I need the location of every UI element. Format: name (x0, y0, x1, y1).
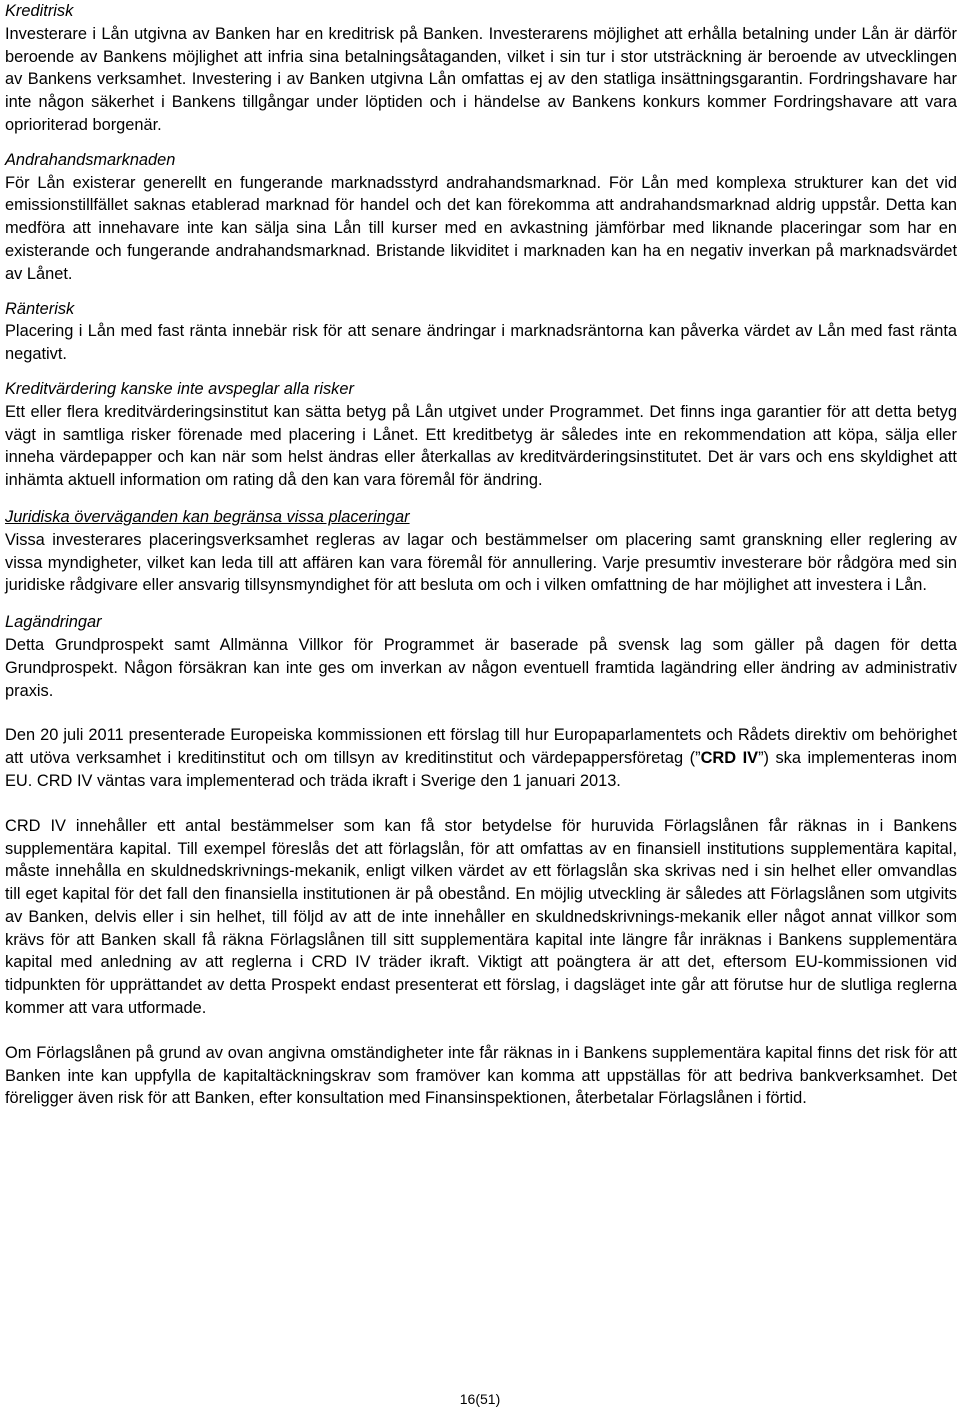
crd-text-after: ”) ska implementeras inom EU. CRD IV väntas vara implementerad och träda ikraft i Sverige den 1 januari 2013. (5, 749, 957, 790)
heading-juridiska: Juridiska överväganden kan begränsa vissa placeringar (5, 507, 410, 526)
paragraph-kreditvardering: Ett eller flera kreditvärderingsinstitut kan sätta betyg på Lån utgivet under Programmet. Det finns inga garantier för att detta betyg vägt in samtliga risker förenade med placering i Lånet. Ett kreditbetyg är således inte en rekommendation att köpa, sälja eller inneha värdepapper och kan när som helst ändras eller återkallas av kreditvärderingsinstitutet. Det är vars och ens skyldighet att inhämta aktuell information om rating då den kan vara föremål för ändring. (5, 402, 957, 490)
paragraph-andrahandsmarknaden: För Lån existerar generellt en fungerande marknadsstyrd andrahandsmarknad. För Lån med komplexa strukturer kan det vid emissionstillfället saknas etablerad marknad för handel och det kan förekomma att andrahandsmarknad aldrig uppstår. Detta kan medföra att innehavare inte kan sälja sina Lån till kurser med en avkastning jämförbar med liknande placeringar som har en existerande och fungerande andrahandsmarknad. Bristande likviditet i marknaden kan ha en negativ inverkan på marknadsvärdet av Lånet. (5, 173, 957, 283)
section-andrahandsmarknaden (5, 149, 957, 286)
section-ranterisk (5, 298, 957, 366)
crd-text-before: Den 20 juli 2011 presenterade Europeiska kommissionen ett förslag till hur Europaparlamentets och Rådets direktiv om behörighet att utöva verksamhet i kreditinstitut och om tillsyn av kreditinstitut och värdepappersföretag (” (5, 726, 957, 768)
section-lagandringar (5, 611, 957, 1110)
paragraph-kreditrisk: Investerare i Lån utgivna av Banken har en kreditrisk på Banken. Investerarens möjlighet att erhålla betalning under Lån är därför beroende av Bankens möjlighet att infria sina betalningsåtaganden, vilket i sin tur i stor utsträckning är beroende av utvecklingen av Bankens verksamhet. Investering i av Banken utgivna Lån omfattas ej av den statliga insättningsgarantin. Fordringshavare har inte någon säkerhet i Bankens tillgångar under löptiden och i händelse av Bankens konkurs kommer Fordringshavare att vara oprioriterad borgenär. (5, 24, 957, 134)
section-juridiska (5, 506, 957, 597)
paragraph-lagandringar-2 (5, 724, 957, 792)
paragraph-lagandringar-4: Om Förlagslånen på grund av ovan angivna omständigheter inte får räknas in i Bankens supplementära kapital finns det risk för att Banken inte kan uppfylla de kapitaltäckningskrav som framöver kan komma att uppställas för att bedriva bankverksamhet. Det föreligger även risk för att Banken, efter konsultation med Finansinspektionen, återbetalar Förlagslånen i förtid. (5, 1043, 957, 1108)
section-kreditvardering (5, 378, 957, 492)
paragraph-lagandringar-3: CRD IV innehåller ett antal bestämmelser som kan få stor betydelse för huruvida Förlagslånen får räknas in i Bankens supplementära kapital. Till exempel föreslås det att förlagslån, för att omfattas av en finansiell institutions supplementära kapital, måste innehålla en skuldnedskrivnings-mekanik, enligt vilken värdet av ett förlagslån ska skrivas ned i sin helhet eller omvandlas till eget kapital för det fall den finansiella institutionen är på obestånd. En möjlig utveckling är således att Förlagslånen som utgivits av Banken, delvis eller i sin helhet, till följd av att de inte innehåller en skuldnedskrivnings-mekanik eller något annat villkor som krävs för att Banken skall få räkna Förlagslånen till sitt supplementära kapital inte längre får inräknas i Bankens supplementära kapital med anledning av att reglerna i CRD IV träder ikraft. Viktigt att poängtera är att det, eftersom EU-kommissionen vid tidpunkten för upprättandet av detta Prospekt endast presenterat ett förslag, i dagsläget inte går att förutse hur de slutliga reglerna kommer att vara utformade. (5, 816, 957, 1018)
heading-andrahandsmarknaden: Andrahandsmarknaden (5, 150, 176, 169)
paragraph-lagandringar-1: Detta Grundprospekt samt Allmänna Villkor för Programmet är baserade på svensk lag som gäller på dagen för detta Grundprospekt. Någon försäkran kan inte ges om inverkan av någon eventuell framtida lagändring eller ändring av administrativ praxis. (5, 635, 957, 700)
heading-lagandringar: Lagändringar (5, 613, 102, 632)
paragraph-ranterisk: Placering i Lån med fast ränta innebär risk för att senare ändringar i marknadsräntorna kan påverka värdet av Lån med fast ränta negativt. (5, 322, 957, 364)
document-page (5, 0, 957, 1110)
section-kreditrisk (5, 0, 957, 137)
paragraph-juridiska: Vissa investerares placeringsverksamhet regleras av lagar och bestämmelser om placering samt granskning eller reglering av vissa myndigheter, vilket kan leda till att affären kan vara föremål för annullering. Varje presumtiv investerare bör rådgöra med sin juridiske rådgivare eller ansvarig tillsynsmyndighet för att besluta om och i vilken omfattning de har möjlighet att investera i Lån. (5, 530, 957, 595)
heading-kreditvardering: Kreditvärdering kanske inte avspeglar alla risker (5, 379, 354, 398)
page-number: 16(51) (459, 1391, 501, 1407)
heading-kreditrisk: Kreditrisk (5, 2, 74, 20)
heading-ranterisk: Ränterisk (5, 299, 75, 318)
crd-iv-term: CRD IV (700, 749, 759, 768)
